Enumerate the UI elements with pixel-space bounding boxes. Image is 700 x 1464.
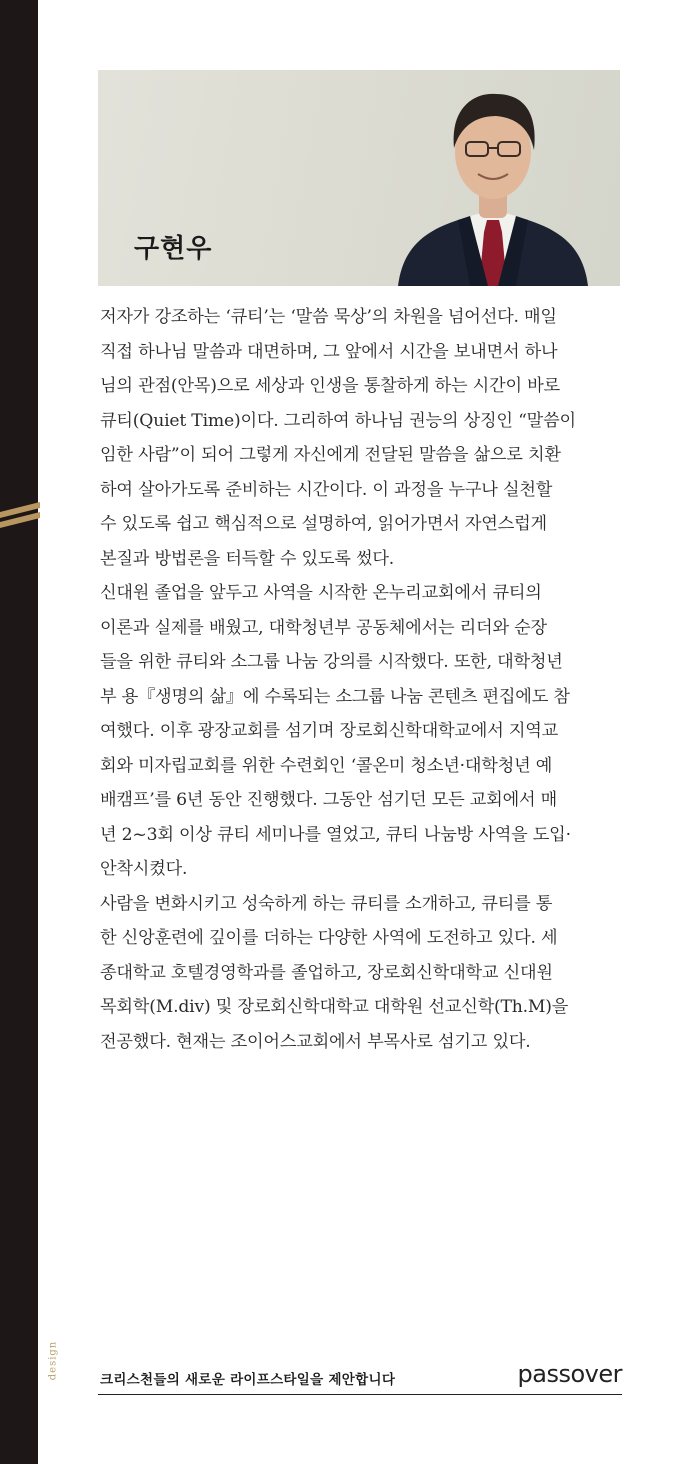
bio-line: 안착시켰다. (100, 859, 188, 879)
bio-line: 목회학(M.div) 및 장로회신학대학교 대학원 선교신학(Th.M)을 (100, 997, 569, 1017)
bio-line: 큐티(Quiet Time)이다. 그리하여 하나님 권능의 상징인 “말씀이 (100, 410, 576, 431)
publisher-tagline: 크리스천들의 새로운 라이프스타일을 제안합니다 (100, 1372, 396, 1388)
bio-line: 신대원 졸업을 앞두고 사역을 시작한 온누리교회에서 큐티의 (100, 583, 542, 603)
bio-line: 사람을 변화시키고 성숙하게 하는 큐티를 소개하고, 큐티를 통 (100, 893, 553, 914)
bio-line: 임한 사람”이 되어 그렇게 자신에게 전달된 말씀을 삶으로 치환 (100, 445, 561, 465)
bio-line: 저자가 강조하는 ‘큐티’는 ‘말씀 묵상’의 차원을 넘어선다. 매일 (100, 307, 557, 327)
bio-line: 수 있도록 쉽고 핵심적으로 설명하여, 읽어가면서 자연스럽게 (100, 514, 547, 534)
bio-paragraph (100, 300, 622, 576)
bio-line: 년 2~3회 이상 큐티 세미나를 열었고, 큐티 나눔방 사역을 도입· (100, 824, 571, 845)
bio-paragraph (100, 576, 622, 887)
design-credit-mark (40, 1330, 66, 1390)
bio-line: 여했다. 이후 광장교회를 섬기며 장로회신학대학교에서 지역교 (100, 721, 559, 741)
bio-line: 한 신앙훈련에 깊이를 더하는 다양한 사역에 도전하고 있다. 세 (100, 928, 558, 948)
bio-line: 부 용『생명의 삶』에 수록되는 소그룹 나눔 콘텐츠 편집에도 참 (100, 686, 570, 707)
bio-line: 직접 하나님 말씀과 대면하며, 그 앞에서 시간을 보내면서 하나 (100, 341, 558, 362)
book-spine (0, 0, 38, 1464)
bio-line: 전공했다. 현재는 조이어스교회에서 부목사로 섬기고 있다. (100, 1031, 531, 1052)
publisher-logo: passover (517, 1360, 622, 1388)
bio-line: 회와 미자립교회를 위한 수련회인 ‘콜온미 청소년·대학청년 예 (100, 755, 553, 776)
bio-line: 하여 살아가도록 준비하는 시간이다. 이 과정을 누구나 실천할 (100, 479, 553, 500)
footer-bar (98, 1362, 622, 1395)
bio-line: 종대학교 호텔경영학과를 졸업하고, 장로회신학대학교 신대원 (100, 962, 553, 983)
design-credit-text: design (47, 1340, 59, 1380)
bio-line: 본질과 방법론을 터득할 수 있도록 썼다. (100, 548, 395, 569)
bio-line: 이론과 실제를 배웠고, 대학청년부 공동체에서는 리더와 순장 (100, 617, 547, 638)
bio-line: 배캠프’를 6년 동안 진행했다. 그동안 섬기던 모든 교회에서 매 (100, 790, 558, 810)
bio-line: 님의 관점(안목)으로 세상과 인생을 통찰하게 하는 시간이 바로 (100, 376, 560, 396)
bio-line: 들을 위한 큐티와 소그룹 나눔 강의를 시작했다. 또한, 대학청년 (100, 652, 563, 672)
author-bio (100, 300, 622, 1059)
bio-paragraph (100, 887, 622, 1060)
gold-ribbon-decoration (0, 500, 40, 530)
author-photo (98, 70, 620, 286)
author-name: 구현우 (134, 234, 213, 264)
